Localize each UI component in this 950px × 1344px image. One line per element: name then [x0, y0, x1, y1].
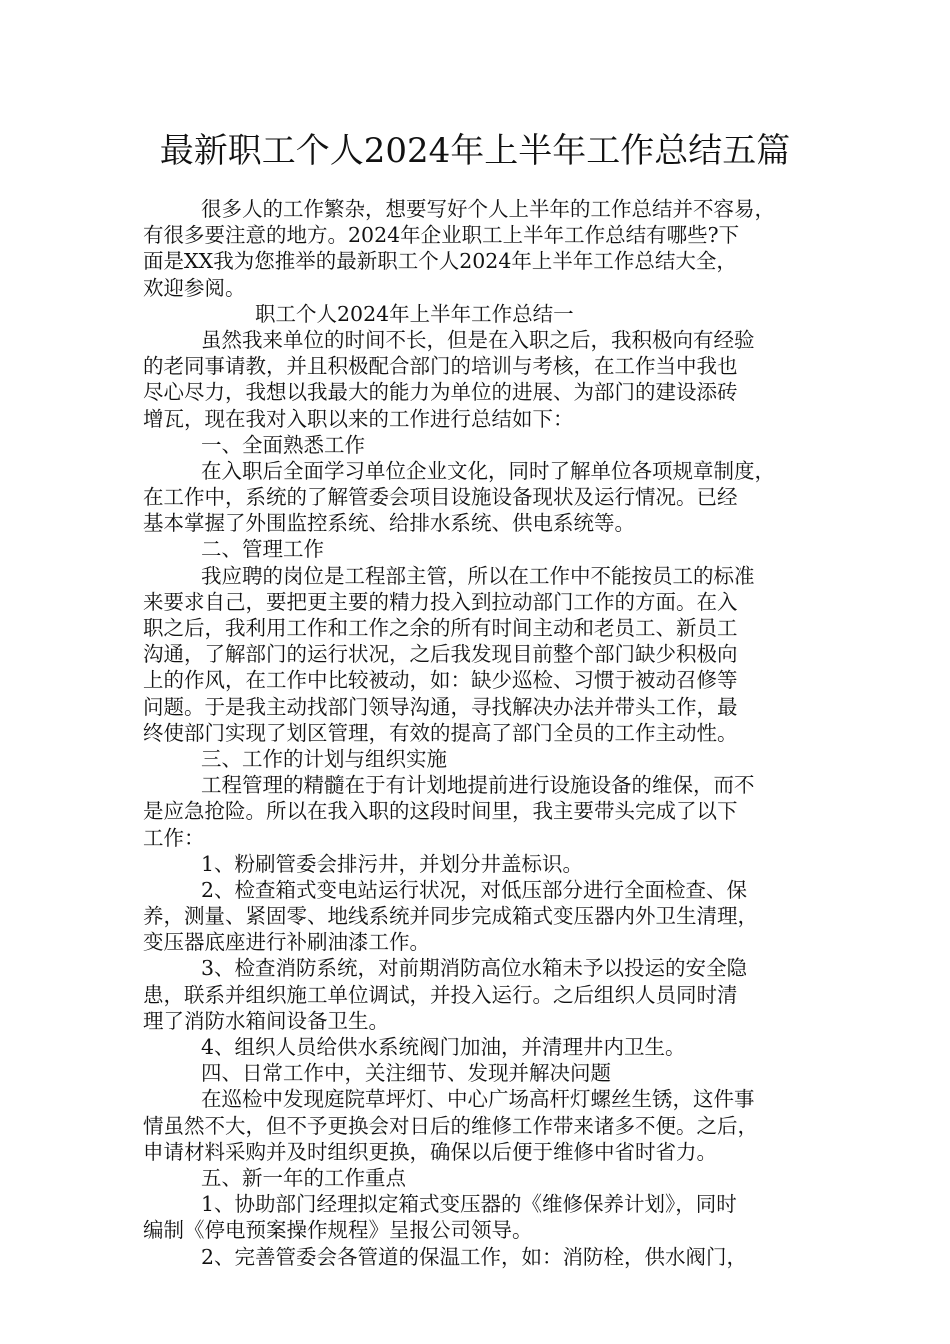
text-line: 增瓦，现在我对入职以来的工作进行总结如下： — [143, 406, 574, 431]
text-line: 是应急抢险。所以在我入职的这段时间里，我主要带头完成了以下 — [143, 799, 738, 824]
text-line: 我应聘的岗位是工程部主管，所以在工作中不能按员工的标准 — [201, 563, 755, 588]
text-line: 来要求自己，要把更主要的精力投入到拉动部门工作的方面。在入 — [143, 589, 738, 614]
text-line: 的老同事请教，并且积极配合部门的培训与考核，在工作当中我也 — [143, 354, 738, 379]
text-line: 1、粉刷管委会排污井，并划分井盖标识。 — [201, 851, 584, 876]
text-line: 申请材料采购并及时组织更换，确保以后便于维修中省时省力。 — [143, 1139, 717, 1164]
text-line: 上的作风，在工作中比较被动，如：缺少巡检、习惯于被动召修等 — [143, 668, 738, 693]
text-line: 欢迎参阅。 — [143, 275, 246, 300]
text-line: 在巡检中发现庭院草坪灯、中心广场高杆灯螺丝生锈，这件事 — [201, 1087, 755, 1112]
text-line: 编制《停电预案操作规程》呈报公司领导。 — [143, 1218, 533, 1243]
text-line: 四、日常工作中，关注细节、发现并解决问题 — [201, 1061, 611, 1086]
text-line: 尽心尽力，我想以我最大的能力为单位的进展、为部门的建设添砖 — [143, 380, 738, 405]
text-line: 情虽然不大，但不予更换会对日后的维修工作带来诸多不便。之后， — [143, 1113, 758, 1138]
document-title: 最新职工个人2024年上半年工作总结五篇 — [159, 131, 791, 171]
text-line: 工作： — [143, 825, 205, 850]
text-line: 很多人的工作繁杂，想要写好个人上半年的工作总结并不容易， — [201, 197, 775, 221]
text-line: 工程管理的精髓在于有计划地提前进行设施设备的维保，而不 — [201, 773, 755, 798]
text-line: 在入职后全面学习单位企业文化，同时了解单位各项规章制度， — [201, 458, 775, 483]
text-line: 2、检查箱式变电站运行状况，对低压部分进行全面检查、保 — [201, 877, 748, 902]
text-line: 3、检查消防系统，对前期消防高位水箱未予以投运的安全隐 — [201, 956, 748, 981]
text-line: 2、完善管委会各管道的保温工作，如：消防栓，供水阀门， — [201, 1244, 748, 1269]
document-body — [143, 196, 835, 1270]
text-line: 基本掌握了外围监控系统、给排水系统、供电系统等。 — [143, 511, 635, 536]
text-line: 沟通，了解部门的运行状况，之后我发现目前整个部门缺少积极向 — [143, 642, 738, 667]
text-line: 理了消防水箱间设备卫生。 — [143, 1008, 389, 1033]
text-line: 问题。于是我主动找部门领导沟通，寻找解决办法并带头工作，最 — [143, 694, 738, 719]
text-line: 二、管理工作 — [201, 537, 324, 562]
text-line: 终使部门实现了划区管理，有效的提高了部门全员的工作主动性。 — [143, 720, 738, 745]
text-line: 一、全面熟悉工作 — [201, 432, 365, 457]
text-line: 变压器底座进行补刷油漆工作。 — [143, 930, 430, 955]
text-line: 职工个人2024年上半年工作总结一 — [255, 301, 574, 326]
text-line: 五、新一年的工作重点 — [201, 1165, 406, 1190]
text-line: 患，联系并组织施工单位调试，并投入运行。之后组织人员同时清 — [143, 982, 738, 1007]
text-line: 养，测量、紧固零、地线系统并同步完成箱式变压器内外卫生清理， — [143, 904, 758, 929]
text-line: 面是XX我为您推举的最新职工个人2024年上半年工作总结大全， — [143, 249, 737, 274]
text-line: 职之后，我利用工作和工作之余的所有时间主动和老员工、新员工 — [143, 616, 738, 640]
text-line: 在工作中，系统的了解管委会项目设施设备现状及运行情况。已经 — [143, 485, 738, 510]
text-line: 虽然我来单位的时间不长，但是在入职之后，我积极向有经验 — [201, 327, 755, 352]
text-line: 三、工作的计划与组织实施 — [201, 746, 447, 771]
text-line: 4、组织人员给供水系统阀门加油，并清理井内卫生。 — [201, 1035, 686, 1059]
text-line: 有很多要注意的地方。2024年企业职工上半年工作总结有哪些?下 — [143, 223, 740, 248]
text-line: 1、协助部门经理拟定箱式变压器的《维修保养计划》，同时 — [201, 1192, 737, 1217]
